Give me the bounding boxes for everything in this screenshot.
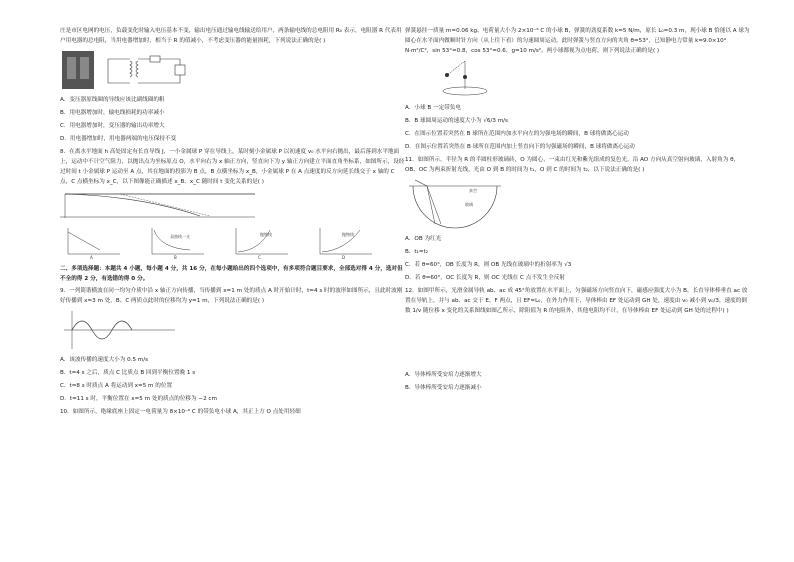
question-8: 8．在离水平地面 h 高处固定有长直导线 J，一小金属球 P 穿在导线上，某时刻小金属球 P 以初速度 v₀ 水平向右抛出，最后落到水平地面上，运动中不计空气阻力，以抛出点为坐标原点 O，水平向右为 x 轴正方向，竖直向下为 y 轴正方向建立平面直角坐标系，如图所示，设经过时间 t 小金属球 P 运动至 A 点，其在地面的投影为 B 点，B 点横坐标为 x_B，小金属球 P 在 A 点速度的反方向延长线交于 x 轴的 C 点，C 点横坐标为 x_C，以下图像能正确描述 x_B、x_C 随时间 t 变化关系的是( ): [60, 149, 405, 185]
vacuum-label: 真空: [469, 188, 477, 193]
transformer-photo: [62, 51, 94, 89]
option-d: D．用电器增加时，用电器两端的电压保持不变: [60, 136, 177, 142]
option-a: A．变压器原线圈的导线应该比副线圈的粗: [60, 97, 165, 103]
graph-label-b: B: [174, 255, 177, 260]
graph-label-c: C: [258, 255, 261, 260]
option-c: C．若 θ=60°，OB 长度为 R，则 OB 光线在玻璃中的折射率为 √3: [405, 262, 572, 268]
question-7-continuation: 庄是市区电网的电压，负载变化时输入电压基本不变，输出电压通过输电线输送给用户，两条输电线的总电阻用 R₀ 表示，电阻器 R 代表用户用电器的总电阻，当用电器增加时，相当于 R 的值减小，不考虑变压器的能量损耗，下列说法正确的是( ): [60, 28, 402, 44]
graph-tag-parabola-c: 抛物线: [260, 232, 272, 237]
option-c: C．在图示位置若突然在 B 球所在范围内加水平向左的匀强电场的瞬间，B 球将做离心运动: [405, 131, 629, 137]
option-c: C．t=8 s 时质点 A 将运动到 x=5 m 的位置: [60, 383, 173, 389]
graph-tag-hyperbola: 双曲线一支: [170, 234, 190, 239]
transformer-circuit: [108, 56, 185, 83]
option-a: A．导体棒所受安培力逐渐增大: [405, 372, 482, 378]
option-d: D．在图示位置若突然在 B 球所在范围内加上竖直向下的匀强磁场的瞬间，B 球将做离心运动: [405, 144, 635, 150]
question-12: 12．如图甲所示，光滑金属导轨 ab、ac 成 45°角放置在水平面上，匀强磁场方向竖直向下，磁感应强度大小为 B，长直导体棒垂直 ac 放置在导轨上，并与 ab、ac 交于 E、F 两点，且 EF=L₀，在外力作用下，导体棒由 EF 处运动到 GH 处，速度由 v₀ 减小到 v₀/3，速度的倒数 1/v 随位移 x 变化的关系图线如图乙所示，除阻值为 R 的电阻外，其他电阻均不计，在导体棒由 EF 处运动到 GH 处的过程中( ): [405, 288, 748, 314]
question-9: 9．一列简谐横波在同一均匀介质中沿 x 轴正方向传播，当传播到 x=1 m 处的质点 A 时开始计时，t=4 s 时的波形如图所示，且此时波刚好传播到 x=3 m 处，B、C 两质点此时的位移均为 y=1 m，下列说法正确的是( ): [60, 288, 403, 304]
option-b: B．B 球圆周运动的速度大小为 √6/3 m/s: [405, 118, 508, 124]
graph-label-d: D: [342, 255, 346, 260]
option-d: D．t=11 s 时，平衡位置在 x=5 m 处的质点的位移为 −2 cm: [60, 396, 217, 402]
right-column: [405, 26, 750, 396]
spring-figure: [425, 59, 750, 99]
option-b: B．导体棒所受安培力逐渐减小: [405, 385, 482, 391]
section-2-heading: 二、多项选择题：本题共 4 小题，每小题 4 分，共 16 分，在每小题给出的四个选项中，有多项符合题目要求，全部选对得 4 分，选对但不全的得 2 分，有选错的得 0 分。: [60, 266, 403, 282]
transformer-figure: [60, 49, 405, 91]
question-10: 10．如图所示，绝缘底座上固定一电荷量为 8×10⁻⁶ C 的带负电小球 A，其正上方 O 点处用轻细: [60, 409, 301, 415]
blank-space: [405, 318, 750, 370]
left-column: [60, 26, 405, 419]
glass-label: 玻璃: [465, 202, 473, 207]
option-c: C．用电器增加时，变压器的输出功率增大: [60, 123, 165, 129]
question-10-continuation: 弹簧悬挂一质量 m=0.06 kg、电荷量大小为 2×10⁻⁶ C 的小球 B，弹簧的劲度系数 k=5 N/m，原长 L₀=0.3 m，现小球 B 恰能以 A 球为圆心在水平面内做顺时针方向（从上往下看）的匀速圆周运动，此时弹簧与竖直方向的夹角 θ=53°，已知静电力常量 k=9.0×10⁹ N·m²/C²，sin 53°=0.8，cos 53°=0.6，g=10 m/s²，两小球都视为点电荷，则下列说法正确的是( ): [405, 28, 750, 54]
graph-tag-parabola-d: 抛物线: [342, 232, 354, 237]
option-b: B．用电器增加时，输电线损耗的功率减小: [60, 110, 165, 116]
option-b: B．t=4 s 之后，质点 C 比质点 B 回到平衡位置晚 1 s: [60, 370, 196, 376]
option-a: A．该波传播的速度大小为 0.5 m/s: [60, 357, 149, 363]
projectile-figure: [60, 190, 405, 220]
graph-label-a: A: [90, 255, 93, 260]
wave-figure: [60, 309, 405, 351]
option-a: A．OB 为红光: [405, 236, 442, 242]
option-b: B．t₁=t₂: [405, 249, 428, 255]
question-11: 11．如图所示，半径为 R 的半圆柱形玻璃砖，O 为圆心，一束由红光和紫光组成的复色光，沿 AO 方向从真空射向玻璃，入射角为 θ，OB、OC 为两束折射光线，光由 O 到 B 的时间为 t₁，O 到 C 的时间为 t₂，以下说法正确的是( ): [405, 157, 740, 173]
q8-graphs: [60, 224, 405, 260]
option-a: A．小球 B 一定带负电: [405, 105, 461, 111]
option-d: D．若 θ=60°，OC 长度为 R，则 OC 光线在 C 点不发生全反射: [405, 275, 565, 281]
glass-semicircle-figure: [405, 178, 750, 230]
